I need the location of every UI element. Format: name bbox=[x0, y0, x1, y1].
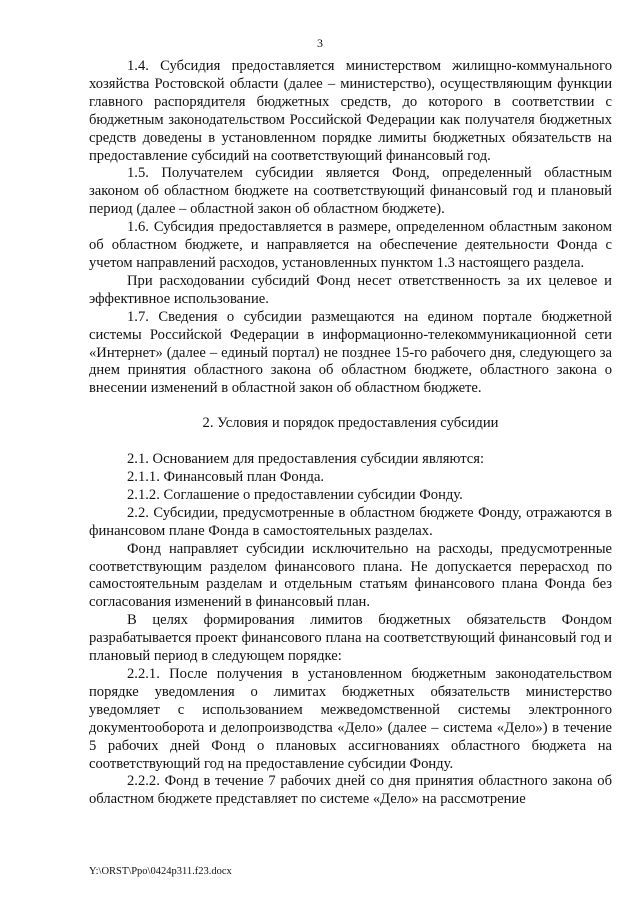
paragraph-responsibility: При расходовании субсидий Фонд несет ответственность за их целевое и эффективное использование. bbox=[89, 272, 612, 307]
paragraph-2-1-1: 2.1.1. Финансовый план Фонда. bbox=[127, 469, 325, 486]
paragraph-2-1-2: 2.1.2. Соглашение о предоставлении субсидии Фонду. bbox=[127, 486, 463, 503]
paragraph-1-7: 1.7. Сведения о субсидии размещаются на едином портале бюджетной системы Российской Федерации в информационно-телекоммуникационной сети «Интернет» (далее – единый портал) не позднее 15-го рабочего дня, следующего за днем принятия областного закона об областном бюджете, областного закона о внесении изменений в областной закон об областном бюджете. bbox=[89, 308, 612, 397]
paragraph-2-2-1: 2.2.1. После получения в установленном бюджетным законодательством порядке уведомления о лимитах бюджетных обязательств министерство уведомляет с использованием межведомственной системы электронного документооборота и делопроизводства «Дело» (далее – система «Дело») в течение 5 рабочих дней Фонд о плановых ассигнованиях областного бюджета на соответствующий год на предоставление субсидии Фонду. bbox=[89, 666, 612, 772]
paragraph-1-4: 1.4. Субсидия предоставляется министерством жилищно-коммунального хозяйства Ростовской области (далее – министерство), осуществляющим функции главного распорядителя бюджетных средств, до которого в соответствии с бюджетным законодательством Российской Федерации как получателя бюджетных средств доведены в установленном порядке лимиты бюджетных обязательств на предоставление субсидий на соответствующий финансовый год. bbox=[89, 58, 612, 164]
paragraph-2-2-2: 2.2.2. Фонд в течение 7 рабочих дней со дня принятия областного закона об областном бюджете представляет по системе «Дело» на рассмотрение bbox=[89, 773, 612, 808]
paragraph-1-6: 1.6. Субсидия предоставляется в размере, определенном областным законом об областном бюджете, и направляется на обеспечение деятельности Фонда с учетом направлений расходов, установленных пунктом 1.3 настоящего раздела. bbox=[89, 219, 612, 271]
document-body bbox=[89, 58, 612, 809]
paragraph-2-1: 2.1. Основанием для предоставления субсидии являются: bbox=[127, 451, 485, 468]
footer-file-path: Y:\ORST\Ppo\0424p311.f23.docx bbox=[89, 866, 232, 877]
paragraph-1-5: 1.5. Получателем субсидии является Фонд, определенный областным законом об областном бюджете на соответствующий финансовый год и плановый период (далее – областной закон об областном бюджете). bbox=[89, 165, 612, 218]
section-heading: 2. Условия и порядок предоставления субсидии bbox=[202, 415, 499, 432]
paragraph-limits-formation: В целях формирования лимитов бюджетных обязательств Фондом разрабатывается проект финансового плана на соответствующий финансовый год и плановый период в следующем порядке: bbox=[89, 612, 612, 665]
page-number: 3 bbox=[317, 36, 323, 50]
paragraph-fund-spending: Фонд направляет субсидии исключительно на расходы, предусмотренные соответствующим разделом финансового плана. Не допускается перерасход по самостоятельным разделам и отдельным статьям финансового плана Фонда без согласования изменений в финансовый план. bbox=[89, 540, 612, 611]
paragraph-2-2: 2.2. Субсидии, предусмотренные в областном бюджете Фонду, отражаются в финансовом плане Фонда в самостоятельных разделах. bbox=[89, 504, 612, 539]
